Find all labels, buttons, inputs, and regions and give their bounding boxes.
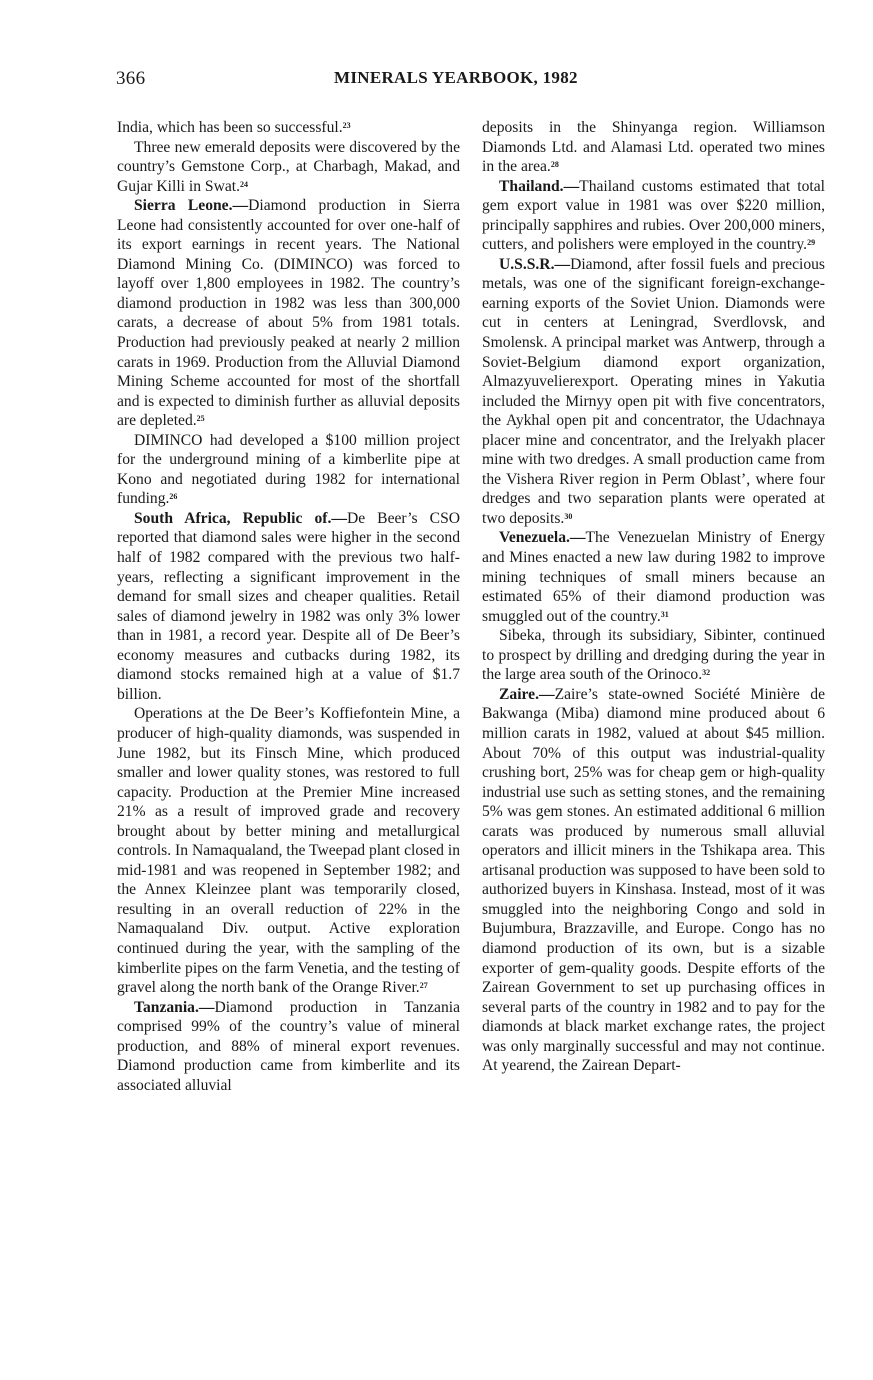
paragraph (117, 118, 460, 138)
paragraph (482, 118, 825, 177)
paragraph-text: Diamond, after fossil fuels and precious metals, was one of the significant foreign-exchange-earning exports of the Soviet Union. Diamonds were cut in centers at Leningrad, Sverdlovsk, and Smolensk. A principal market was Antwerp, through a Soviet-Belgium diamond export organization, Almazyuvelierexport. Operating mines in Yakutia included the Mirnyy open pit with five concentrators, the Aykhal open pit and concentrator, the Udachnaya placer mine and concentrator, and the Irelyakh placer mine with two dredges. A small production came from the Vishera River region in Perm Oblast’, where four dredges and two separation plants were operated at two deposits. (482, 255, 825, 527)
footnote-marker: 25 (196, 414, 205, 424)
footnote-marker: 31 (660, 609, 669, 619)
paragraph-text: Diamond production in Tanzania comprised 99% of the country’s value of mineral production, and 88% of mineral export revenues. Diamond production came from kimberlite and its associated alluvial (117, 998, 460, 1094)
paragraph-text: deposits in the Shinyanga region. Williamson Diamonds Ltd. and Alamasi Ltd. operated two mines in the area. (482, 119, 825, 176)
section-heading: Thailand.— (499, 177, 580, 195)
paragraph (482, 528, 825, 626)
paragraph-text: DIMINCO had developed a $100 million project for the underground mining of a kimberlite pipe at Kono and negotiated during 1982 for international funding. (117, 431, 460, 508)
paragraph (117, 138, 460, 197)
paragraph (117, 509, 460, 704)
section-heading: U.S.S.R.— (499, 255, 571, 273)
right-column (482, 118, 825, 1076)
paragraph-text: Thailand customs estimated that total gem export value in 1981 was over $220 million, principally sapphires and rubies. Over 200,000 miners, cutters, and polishers were employed in the country. (482, 177, 825, 254)
footnote-marker: 32 (702, 668, 711, 678)
paragraph (482, 626, 825, 685)
footnote-marker: 27 (419, 981, 428, 991)
section-heading: Tanzania.— (134, 998, 215, 1016)
footnote-marker: 28 (550, 160, 559, 170)
paragraph-text: Operations at the De Beer’s Koffiefontein Mine, a producer of high-quality diamonds, was suspended in June 1982, but its Finsch Mine, which produced smaller and lower quality stones, was restored to full capacity. Production at the Premier Mine increased 21% as a result of improved grade and recovery brought about by better mining and metallurgical controls. In Namaqualand, the Tweepad plant closed in mid-1981 and was reopened in September 1982; and the Annex Kleinzee plant was temporarily closed, resulting in an overall reduction of 22% in the Namaqualand Div. output. Active exploration continued during the year, with the sampling of the kimberlite pipes on the farm Venetia, and the testing of gravel along the north bank of the Orange River. (117, 705, 460, 997)
section-heading: Zaire.— (499, 685, 555, 703)
paragraph (117, 431, 460, 509)
paragraph (482, 685, 825, 1076)
paragraph-text: Diamond production in Sierra Leone had consistently accounted for over one-half of its export earnings in recent years. The National Diamond Mining Co. (DIMINCO) was forced to layoff over 1,800 employees in 1982. The country’s diamond production in 1982 was less than 300,000 carats, a decrease of about 5% from 1981 totals. Production had previously peaked at nearly 2 million carats in 1969. Production from the Alluvial Diamond Mining Scheme accounted for most of the shortfall and is expected to diminish further as alluvial deposits are depleted. (117, 197, 461, 430)
paragraph-text: India, which has been so successful. (117, 119, 343, 136)
paragraph (117, 998, 460, 1096)
footnote-marker: 26 (169, 492, 178, 502)
section-heading: Sierra Leone.— (134, 197, 249, 215)
paragraph (482, 255, 825, 529)
paragraph-text: Sibeka, through its subsidiary, Sibinter, continued to prospect by drilling and dredging during the year in the large area south of the Orinoco. (482, 627, 825, 684)
footnote-marker: 29 (807, 238, 816, 248)
section-heading: South Africa, Republic of.— (134, 509, 347, 527)
footnote-marker: 23 (342, 121, 351, 130)
footnote-marker: 24 (240, 179, 249, 189)
page-number: 366 (116, 68, 146, 89)
paragraph-text: De Beer’s CSO reported that diamond sales were higher in the second half of 1982 compared with the previous two half-years, reflecting a significant improvement in the demand for small sizes and cheaper qualities. Retail sales of diamond jewelry in 1982 was only 3% lower than in 1981, a record year. Despite all of De Beer’s economy measures and cutbacks during 1982, its diamond stocks remained high at a value of $1.7 billion. (117, 509, 460, 703)
paragraph (117, 196, 460, 431)
paragraph (117, 704, 460, 997)
left-column (117, 118, 460, 1095)
section-heading: Venezuela.— (499, 529, 586, 547)
paragraph-text: Three new emerald deposits were discovered by the country’s Gemstone Corp., at Charbagh, Makad, and Gujar Killi in Swat. (117, 138, 460, 195)
paragraph (482, 177, 825, 255)
paragraph-text: Zaire’s state-owned Société Minière de Bakwanga (Miba) diamond mine produced about 6 million carats in 1982, valued at about $45 million. About 70% of this output was industrial-quality crushing bort, 25% was for cheap gem or high-quality industrial use such as setting stones, and the remaining 5% was gem stones. An estimated additional 6 million carats was produced by numerous small alluvial operators and illicit miners in the Tshikapa area. This artisanal production was supposed to have been sold to authorized buyers in Kinshasa. Instead, most of it was smuggled into the neighboring Congo and sold in Bujumbura, Brazzaville, and Europe. Congo has no diamond production of its own, but is a sizable exporter of gem-quality goods. Despite efforts of the Zairean Government to set up purchasing offices in several parts of the country in 1982 and to pay for the diamonds at black market exchange rates, the project was only marginally successful and may not continue. At yearend, the Zairean Depart- (482, 685, 825, 1075)
footnote-marker: 30 (564, 511, 573, 521)
running-title: MINERALS YEARBOOK, 1982 (334, 68, 578, 87)
paragraph-text: The Venezuelan Ministry of Energy and Mines enacted a new law during 1982 to improve mining techniques of small miners because an estimated 65% of their diamond production was smuggled out of the country. (482, 529, 825, 625)
